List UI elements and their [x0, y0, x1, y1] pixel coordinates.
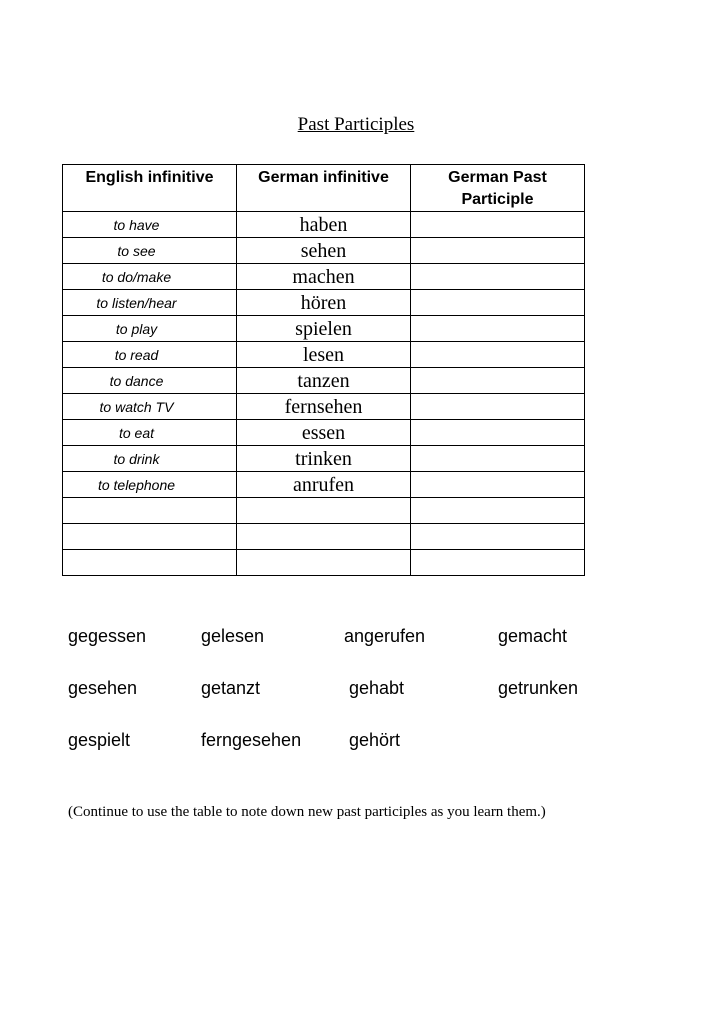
german-infinitive-cell: lesen	[237, 342, 411, 368]
past-participle-cell[interactable]	[411, 524, 585, 550]
german-infinitive-cell: anrufen	[237, 472, 411, 498]
word-bank-item: gehört	[349, 730, 401, 750]
word-bank-item: gehabt	[349, 678, 405, 698]
past-participle-cell[interactable]	[411, 290, 585, 316]
column-header-english: English infinitive	[63, 165, 237, 212]
english-infinitive-cell: to listen/hear	[63, 290, 237, 316]
table-row	[63, 420, 585, 446]
past-participle-cell[interactable]	[411, 342, 585, 368]
table-row	[63, 368, 585, 394]
german-infinitive-cell: tanzen	[237, 368, 411, 394]
word-bank-item: ferngesehen	[201, 730, 302, 750]
table-row	[63, 316, 585, 342]
table-row	[63, 472, 585, 498]
past-participle-cell[interactable]	[411, 368, 585, 394]
past-participle-cell[interactable]	[411, 238, 585, 264]
english-infinitive-cell: to read	[63, 342, 237, 368]
word-bank-item: gespielt	[68, 730, 131, 750]
table-row	[63, 290, 585, 316]
column-header-german: German infinitive	[237, 165, 411, 212]
english-infinitive-cell	[63, 498, 237, 524]
table-row	[63, 264, 585, 290]
german-infinitive-cell: fernsehen	[237, 394, 411, 420]
past-participle-cell[interactable]	[411, 472, 585, 498]
german-infinitive-cell	[237, 550, 411, 576]
past-participle-cell[interactable]	[411, 212, 585, 238]
word-bank-item: getrunken	[498, 678, 579, 698]
german-infinitive-cell: hören	[237, 290, 411, 316]
table-row	[63, 446, 585, 472]
english-infinitive-cell: to have	[63, 212, 237, 238]
english-infinitive-cell	[63, 550, 237, 576]
english-infinitive-cell: to dance	[63, 368, 237, 394]
past-participle-cell[interactable]	[411, 498, 585, 524]
english-infinitive-cell: to watch TV	[63, 394, 237, 420]
english-infinitive-cell: to do/make	[63, 264, 237, 290]
past-participle-cell[interactable]	[411, 394, 585, 420]
english-infinitive-cell: to play	[63, 316, 237, 342]
word-bank-item: gesehen	[68, 678, 138, 698]
german-infinitive-cell: spielen	[237, 316, 411, 342]
table-row	[63, 238, 585, 264]
german-infinitive-cell: essen	[237, 420, 411, 446]
column-header-participle: German Past Participle	[411, 165, 585, 212]
english-infinitive-cell	[63, 524, 237, 550]
table-header-row	[63, 165, 585, 212]
english-infinitive-cell: to eat	[63, 420, 237, 446]
word-bank-item: gelesen	[201, 626, 265, 646]
past-participle-cell[interactable]	[411, 316, 585, 342]
english-infinitive-cell: to drink	[63, 446, 237, 472]
instruction-note: (Continue to use the table to note down new past participles as you learn them.)	[68, 804, 546, 820]
table-row	[63, 212, 585, 238]
table-row	[63, 498, 585, 524]
german-infinitive-cell: haben	[237, 212, 411, 238]
past-participle-cell[interactable]	[411, 446, 585, 472]
past-participle-cell[interactable]	[411, 420, 585, 446]
german-infinitive-cell: machen	[237, 264, 411, 290]
word-bank-item: getanzt	[201, 678, 261, 698]
word-bank-item: angerufen	[344, 626, 426, 646]
english-infinitive-cell: to see	[63, 238, 237, 264]
german-infinitive-cell: trinken	[237, 446, 411, 472]
participles-table	[62, 164, 585, 576]
past-participle-cell[interactable]	[411, 264, 585, 290]
german-infinitive-cell	[237, 498, 411, 524]
page-title: Past Participles	[297, 114, 415, 135]
table-row	[63, 342, 585, 368]
english-infinitive-cell: to telephone	[63, 472, 237, 498]
german-infinitive-cell	[237, 524, 411, 550]
table-row	[63, 394, 585, 420]
word-bank-item: gemacht	[498, 626, 568, 646]
table-row	[63, 524, 585, 550]
german-infinitive-cell: sehen	[237, 238, 411, 264]
past-participle-cell[interactable]	[411, 550, 585, 576]
word-bank-item: gegessen	[68, 626, 147, 646]
table-row	[63, 550, 585, 576]
